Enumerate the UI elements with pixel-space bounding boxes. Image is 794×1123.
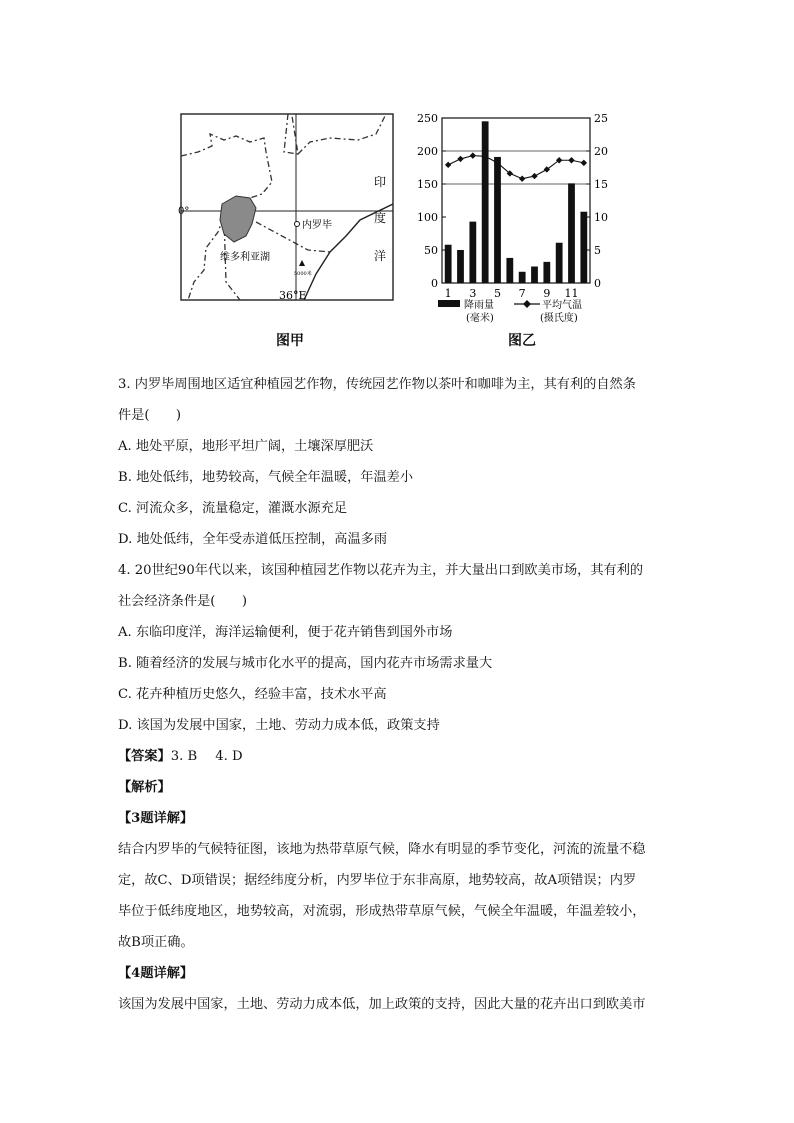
q3-option-d: D. 地处低纬，全年受赤道低压控制，高温多雨 — [118, 532, 388, 547]
rain-bar — [494, 157, 501, 283]
rain-bar — [556, 243, 563, 283]
latitude-label: 0° — [178, 206, 190, 217]
rain-bar — [543, 262, 550, 283]
rain-bar — [519, 272, 526, 283]
temp-line — [448, 156, 584, 179]
temp-point — [531, 173, 537, 179]
y-right-tick-label: 10 — [594, 211, 608, 224]
y-right-tick-label: 25 — [594, 112, 608, 125]
q3-option-c: C. 河流众多，流量稳定，灌溉水源充足 — [118, 501, 348, 516]
question-block — [118, 369, 678, 1020]
nairobi-marker — [295, 222, 300, 227]
lake-label: 维多利亚湖 — [220, 252, 270, 263]
q4-option-a: A. 东临印度洋，海洋运输便利，便于花卉销售到国外市场 — [118, 625, 453, 640]
x-tick-label: 11 — [564, 287, 579, 300]
ocean-label-1: 印 — [374, 175, 387, 189]
map-caption: 图甲 — [276, 333, 304, 349]
climate-chart — [412, 108, 612, 330]
answer-line — [118, 741, 678, 772]
ocean-label-3: 洋 — [374, 249, 387, 263]
y-left-tick-label: 250 — [417, 112, 438, 125]
rain-bar — [469, 222, 476, 283]
answer-label: 【答案】 — [118, 749, 171, 764]
q3-analysis-label: 【3题详解】 — [118, 811, 194, 826]
legend-bar-swatch — [438, 300, 460, 307]
q4-option-d: D. 该国为发展中国家，土地、劳动力成本低，政策支持 — [118, 718, 440, 733]
longitude-label: 36°E — [279, 289, 307, 302]
q4-stem-line2: 社会经济条件是( ) — [118, 594, 247, 609]
legend-rain-unit: (毫米) — [466, 313, 494, 324]
q4-analysis-label: 【4题详解】 — [118, 966, 194, 981]
temp-point — [519, 176, 525, 182]
q4-stem-line1: 4. 20世纪90年代以来，该国种植园艺作物以花卉为主，并大量出口到欧美市场，其有利的 — [118, 563, 644, 578]
q3-analysis-line1: 结合内罗毕的气候特征图，该地为热带草原气候，降水有明显的季节变化，河流的流量不稳 — [118, 842, 646, 857]
answer-3: 3. B — [170, 749, 198, 764]
x-tick-label: 9 — [543, 287, 551, 300]
x-tick-label: 1 — [444, 287, 452, 300]
map-frame — [181, 114, 393, 300]
rain-bar — [506, 258, 513, 283]
rain-bar — [531, 267, 538, 284]
x-tick-label: 5 — [494, 287, 501, 300]
map-figure — [180, 112, 396, 302]
temp-point — [445, 162, 451, 168]
rain-bar — [457, 250, 464, 283]
q3-analysis-line3: 毕位于低纬度地区，地势较高，对流弱，形成热带草原气候，气候全年温暖，年温差较小， — [118, 904, 646, 919]
legend-temp-name: 平均气温 — [542, 300, 582, 311]
q4-option-b: B. 随着经济的发展与城市化水平的提高，国内花卉市场需求量大 — [118, 656, 493, 671]
rain-bar — [580, 212, 587, 283]
q3-stem-line1: 3. 内罗毕周围地区适宜种植园艺作物，传统园艺作物以茶叶和咖啡为主，其有利的自然条 — [118, 377, 636, 392]
q4-analysis-line1: 该国为发展中国家，土地、劳动力成本低，加上政策的支持，因此大量的花卉出口到欧美市 — [118, 997, 646, 1012]
ocean-label-2: 度 — [374, 211, 387, 225]
nairobi-label: 内罗毕 — [302, 220, 332, 231]
y-left-tick-label: 200 — [417, 145, 438, 158]
rain-bar — [568, 183, 575, 283]
legend-temp-unit: (摄氏度) — [540, 313, 578, 324]
y-right-tick-label: 0 — [594, 277, 601, 290]
q4-option-c: C. 花卉种植历史悠久，经验丰富，技术水平高 — [118, 687, 387, 702]
y-right-tick-label: 20 — [594, 145, 608, 158]
temp-point — [568, 157, 574, 163]
temp-point — [470, 152, 476, 158]
legend-rain-name: 降雨量 — [464, 300, 494, 311]
answer-4: 4. D — [215, 749, 243, 764]
x-tick-label: 3 — [469, 287, 477, 300]
q3-analysis-line4: 故B项正确。 — [118, 935, 194, 950]
y-right-tick-label: 15 — [594, 178, 608, 191]
q3-option-a: A. 地处平原，地形平坦广阔，土壤深厚肥沃 — [118, 439, 374, 454]
y-left-tick-label: 150 — [417, 178, 438, 191]
y-left-tick-label: 0 — [431, 277, 438, 290]
y-left-tick-label: 100 — [417, 211, 438, 224]
chart-caption: 图乙 — [508, 333, 536, 349]
q3-analysis-line2: 定，故C、D项错误；据经纬度分析，内罗毕位于东非高原，地势较高，故A项错误；内罗 — [118, 873, 637, 888]
temp-point — [457, 156, 463, 162]
y-left-tick-label: 50 — [424, 244, 438, 257]
y-right-tick-label: 5 — [594, 244, 601, 257]
q3-stem-line2: 件是( ) — [118, 408, 182, 423]
q3-option-b: B. 地处低纬，地势较高，气候全年温暖，年温差小 — [118, 470, 414, 485]
elevation-label: 5000米 — [294, 271, 312, 277]
legend-line-marker — [523, 300, 531, 308]
analysis-label: 【解析】 — [118, 780, 171, 795]
plot-frame — [442, 118, 590, 283]
rain-bar — [482, 121, 489, 283]
temp-point — [581, 160, 587, 166]
x-tick-label: 7 — [518, 287, 526, 300]
